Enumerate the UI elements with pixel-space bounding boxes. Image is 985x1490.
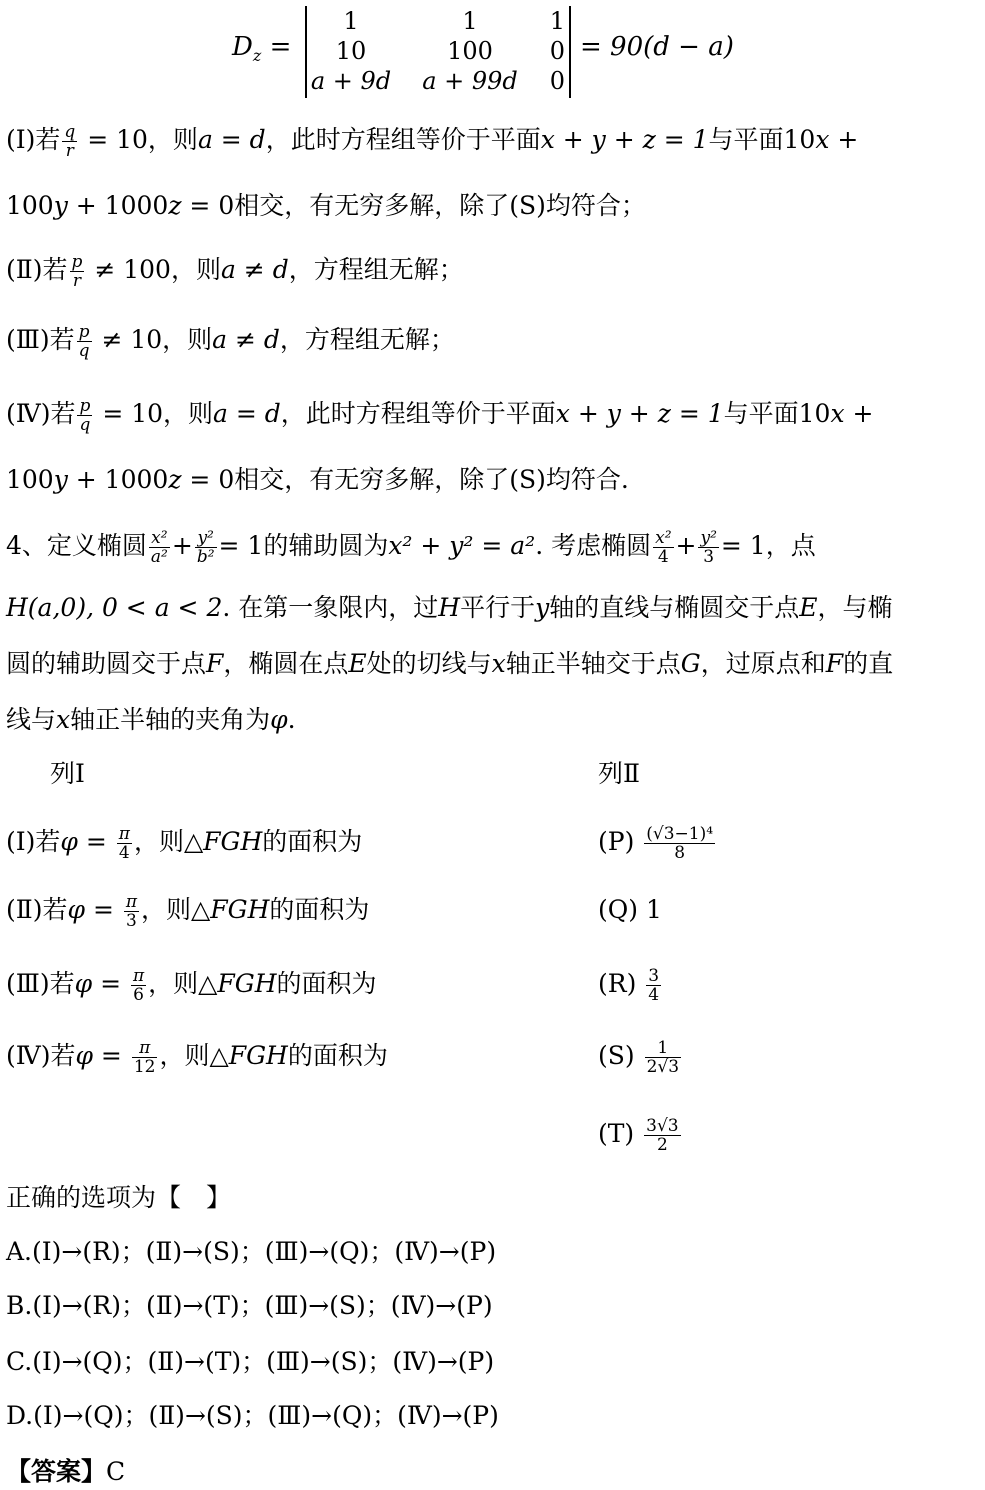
matrix-cell: 100 [447, 37, 493, 65]
determinant-matrix [305, 6, 571, 98]
column-2-item: (S) $\frac{1}{2√3}$ [598, 1038, 680, 1077]
option-b[interactable]: B.(Ⅰ)→(R)；(Ⅱ)→(T)；(Ⅲ)→(S)；(Ⅳ)→(P) [6, 1291, 493, 1320]
answer: 【答案】C [6, 1457, 126, 1486]
option-c[interactable]: C.(Ⅰ)→(Q)；(Ⅱ)→(T)；(Ⅲ)→(S)；(Ⅳ)→(P) [6, 1347, 495, 1376]
column-2-header: 列Ⅱ [598, 759, 640, 788]
column-2-item: (P) $\frac{\text{(√3−1)⁴}}{8}$ [598, 824, 714, 863]
case-4-line-b: 100y + 1000z = 0相交，有无穷多解，除了(S)均符合. [6, 465, 629, 494]
determinant-lhs: $D_z$ = [232, 32, 292, 66]
column-1-item: (Ⅳ)若φ = $\frac{\pi}{12}$ ，则△FGH的面积为 [6, 1038, 388, 1077]
column-1-item: (Ⅱ)若φ = $\frac{\pi}{3}$ ，则△FGH的面积为 [6, 892, 370, 931]
option-a[interactable]: A.(Ⅰ)→(R)；(Ⅱ)→(S)；(Ⅲ)→(Q)；(Ⅳ)→(P) [6, 1237, 497, 1266]
question-prompt: 正确的选项为【 】 [6, 1183, 232, 1212]
column-1-item: (Ⅰ)若φ = $\frac{\pi}{4}$ ，则△FGH的面积为 [6, 824, 363, 863]
problem-4-line-2: H(a,0), 0 < a < 2. 在第一象限内，过H平行于y轴的直线与椭圆交于点E，与椭 [6, 593, 893, 622]
column-1-item: (Ⅲ)若φ = $\frac{\pi}{6}$ ，则△FGH的面积为 [6, 966, 377, 1005]
determinant-rhs: = 90(d − a) [580, 32, 734, 62]
case-3-line: (Ⅲ)若 $\frac{p}{q}$ ≠ 10，则a ≠ d，方程组无解； [6, 322, 455, 361]
matrix-cell: a + 99d [422, 67, 518, 95]
matrix-cell: 1 [549, 7, 565, 35]
case-1-line-b: 100y + 1000z = 0相交，有无穷多解，除了(S)均符合； [6, 191, 646, 220]
case-1-line-a: (Ⅰ)若 $\frac{q}{r}$ = 10，则a = d，此时方程组等价于平面x + y + z = 1与平面10x + [6, 122, 859, 161]
matrix-cell: 0 [549, 37, 565, 65]
problem-4-line-3: 圆的辅助圆交于点F，椭圆在点E处的切线与x轴正半轴交于点G，过原点和F的直 [6, 649, 894, 678]
case-4-line-a: (Ⅳ)若 $\frac{p}{q}$ = 10，则a = d，此时方程组等价于平面x + y + z = 1与平面10x + [6, 396, 874, 435]
matrix-cell: 10 [335, 37, 367, 65]
matrix-cell: 1 [343, 7, 359, 35]
column-1-header: 列Ⅰ [50, 759, 85, 788]
problem-4-line-1: 4、定义椭圆 $\frac{\text{x²}}{\text{a²}}$ + $\frac{\text{y²}}{\text{b²}}$ = 1的辅助圆为x² + y² = a². 考虑椭圆 $\frac{\text{x²}}{4}$ + $\frac{\text{y²}}{3}$ = 1，点 [6, 528, 816, 567]
matrix-cell: a + 9d [310, 67, 392, 95]
problem-4-line-4: 线与x轴正半轴的夹角为φ. [6, 705, 296, 734]
column-2-item: (T) $\frac{3√3}{2}$ [598, 1116, 679, 1155]
case-2-line: (Ⅱ)若 $\frac{p}{r}$ ≠ 100，则a ≠ d，方程组无解； [6, 252, 464, 291]
matrix-cell: 0 [549, 67, 565, 95]
column-2-item: (Q) 1 [598, 895, 662, 924]
matrix-cell: 1 [462, 7, 478, 35]
column-2-item: (R) $\frac{3}{4}$ [598, 966, 660, 1005]
option-d[interactable]: D.(Ⅰ)→(Q)；(Ⅱ)→(S)；(Ⅲ)→(Q)；(Ⅳ)→(P) [6, 1401, 499, 1430]
